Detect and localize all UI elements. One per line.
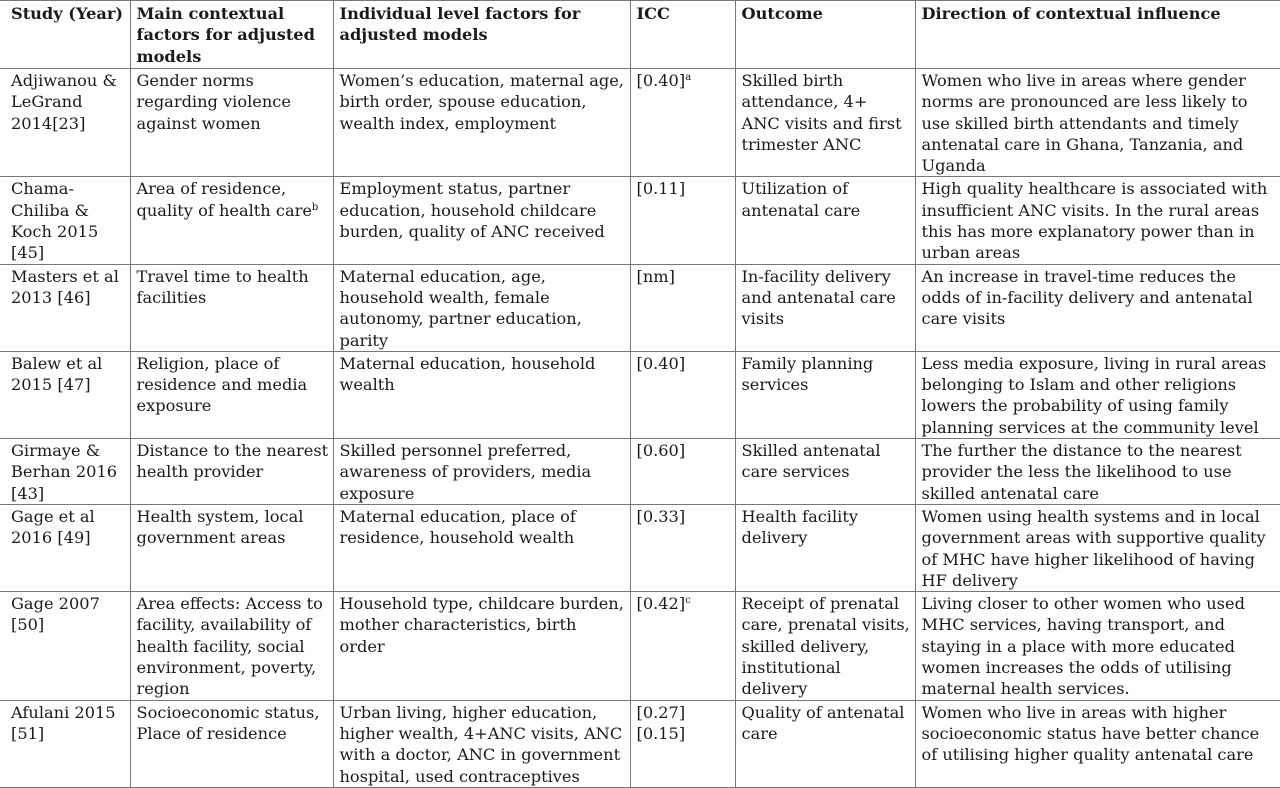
- icc-footnote: a: [685, 72, 692, 83]
- contextual-text: Religion, place of residence and media exposure: [136, 353, 308, 416]
- cell-outcome: Health facility delivery: [735, 504, 915, 591]
- cell-outcome: Utilization of antenatal care: [735, 177, 915, 264]
- cell-individual: Maternal education, place of residence, household wealth: [333, 504, 630, 591]
- cell-individual: Household type, childcare burden, mother characteristics, birth order: [333, 592, 630, 700]
- cell-outcome: Quality of antenatal care: [735, 700, 915, 787]
- table-row: [0, 439, 1280, 505]
- cell-direction: High quality healthcare is associated with insufficient ANC visits. In the rural areas this has more explanatory power than in urban areas: [915, 177, 1280, 264]
- cell-contextual: [130, 69, 333, 177]
- cell-individual: Maternal education, household wealth: [333, 351, 630, 438]
- cell-outcome: Family planning services: [735, 351, 915, 438]
- cell-contextual: [130, 177, 333, 264]
- cell-study: Girmaye & Berhan 2016 [43]: [11, 441, 118, 503]
- table-header-row: [0, 1, 1280, 69]
- header-direction: Direction of contextual influence: [915, 1, 1280, 69]
- contextual-text: Area effects: Access to facility, availability of health facility, social environment, poverty, region: [136, 594, 323, 699]
- cell-study: Gage 2007 [50]: [11, 594, 100, 635]
- contextual-text: Health system, local government areas: [136, 506, 304, 548]
- cell-outcome: In-facility delivery and antenatal care visits: [735, 264, 915, 351]
- cell-contextual: [130, 264, 333, 351]
- table-row: [0, 264, 1280, 351]
- cell-direction: The further the distance to the nearest provider the less the likelihood to use skilled antenatal care: [915, 439, 1280, 505]
- header-individual-factors: Individual level factors for adjusted models: [333, 1, 630, 69]
- cell-individual: Maternal education, age, household wealth, female autonomy, partner education, parity: [333, 264, 630, 351]
- icc-value: [0.40]: [636, 353, 686, 373]
- contextual-text: Travel time to health facilities: [136, 266, 309, 307]
- cell-direction: Women who live in areas with higher socioeconomic status have better chance of utilising higher quality antenatal care: [915, 700, 1280, 787]
- cell-individual: Urban living, higher education, higher wealth, 4+ANC visits, ANC with a doctor, ANC in government hospital, used contraceptives: [333, 700, 630, 787]
- cell-outcome: Skilled antenatal care services: [735, 439, 915, 505]
- cell-icc: [630, 439, 735, 505]
- cell-individual: Skilled personnel preferred, awareness of providers, media exposure: [333, 439, 630, 505]
- cell-study: Chama-Chiliba & Koch 2015 [45]: [11, 179, 99, 263]
- table-row: [0, 592, 1280, 700]
- contextual-text: Area of residence, quality of health care: [136, 179, 312, 220]
- table-row: [0, 351, 1280, 438]
- icc-value: [0.11]: [636, 179, 686, 199]
- cell-icc: [630, 177, 735, 264]
- cell-contextual: [130, 351, 333, 438]
- cell-contextual: [130, 592, 333, 700]
- cell-outcome: Receipt of prenatal care, prenatal visits, skilled delivery, institutional delivery: [735, 592, 915, 700]
- contextual-text: Socioeconomic status, Place of residence: [136, 702, 320, 743]
- cell-contextual: [130, 439, 333, 505]
- cell-direction: Women using health systems and in local government areas with supportive quality of MHC have higher likelihood of having HF delivery: [915, 504, 1280, 591]
- header-contextual-factors: Main contextual factors for adjusted models: [130, 1, 333, 69]
- cell-icc: [630, 700, 735, 787]
- table-row: [0, 177, 1280, 264]
- header-outcome: Outcome: [735, 1, 915, 69]
- icc-footnote: c: [685, 595, 691, 607]
- cell-study: Adjiwanou & LeGrand 2014[23]: [11, 71, 117, 133]
- cell-outcome: Skilled birth attendance, 4+ ANC visits and first trimester ANC: [735, 69, 915, 177]
- cell-study: Afulani 2015 [51]: [11, 702, 116, 743]
- cell-direction: Living closer to other women who used MHC services, having transport, and staying in a place with more educated women increases the odds of utilising maternal health services.: [915, 592, 1280, 700]
- cell-icc: [630, 592, 735, 700]
- icc-value: [0.60]: [636, 441, 686, 461]
- cell-study: Gage et al 2016 [49]: [11, 506, 95, 548]
- cell-icc: [630, 351, 735, 438]
- table-row: [0, 504, 1280, 591]
- cell-individual: Employment status, partner education, household childcare burden, quality of ANC received: [333, 177, 630, 264]
- cell-icc: [630, 504, 735, 591]
- cell-individual: Women’s education, maternal age, birth order, spouse education, wealth index, employment: [333, 69, 630, 177]
- icc-value: [0.33]: [636, 506, 686, 526]
- icc-value: [0.40]: [636, 71, 686, 90]
- header-study: Study (Year): [11, 4, 124, 23]
- contextual-text: Distance to the nearest health provider: [136, 441, 329, 482]
- icc-value: [nm]: [636, 266, 675, 286]
- cell-contextual: [130, 700, 333, 787]
- cell-contextual: [130, 504, 333, 591]
- cell-direction: Less media exposure, living in rural areas belonging to Islam and other religions lowers the probability of using family planning services at the community level: [915, 351, 1280, 438]
- contextual-footnote: b: [311, 201, 319, 213]
- icc-value: [0.27]: [636, 702, 686, 722]
- cell-study: Balew et al 2015 [47]: [11, 353, 103, 395]
- icc-value-2: [0.15]: [636, 723, 686, 743]
- cell-icc: [630, 264, 735, 351]
- contextual-text: Gender norms regarding violence against women: [136, 71, 291, 133]
- cell-study: Masters et al 2013 [46]: [11, 266, 119, 307]
- cell-direction: An increase in travel-time reduces the odds of in-facility delivery and antenatal care visits: [915, 264, 1280, 351]
- cell-icc: [630, 69, 735, 177]
- header-icc: ICC: [630, 1, 735, 69]
- cell-direction: Women who live in areas where gender norms are pronounced are less likely to use skilled birth attendants and timely antenatal care in Ghana, Tanzania, and Uganda: [915, 69, 1280, 177]
- table-row: [0, 700, 1280, 787]
- table-row: [0, 69, 1280, 177]
- icc-value: [0.42]: [636, 594, 686, 614]
